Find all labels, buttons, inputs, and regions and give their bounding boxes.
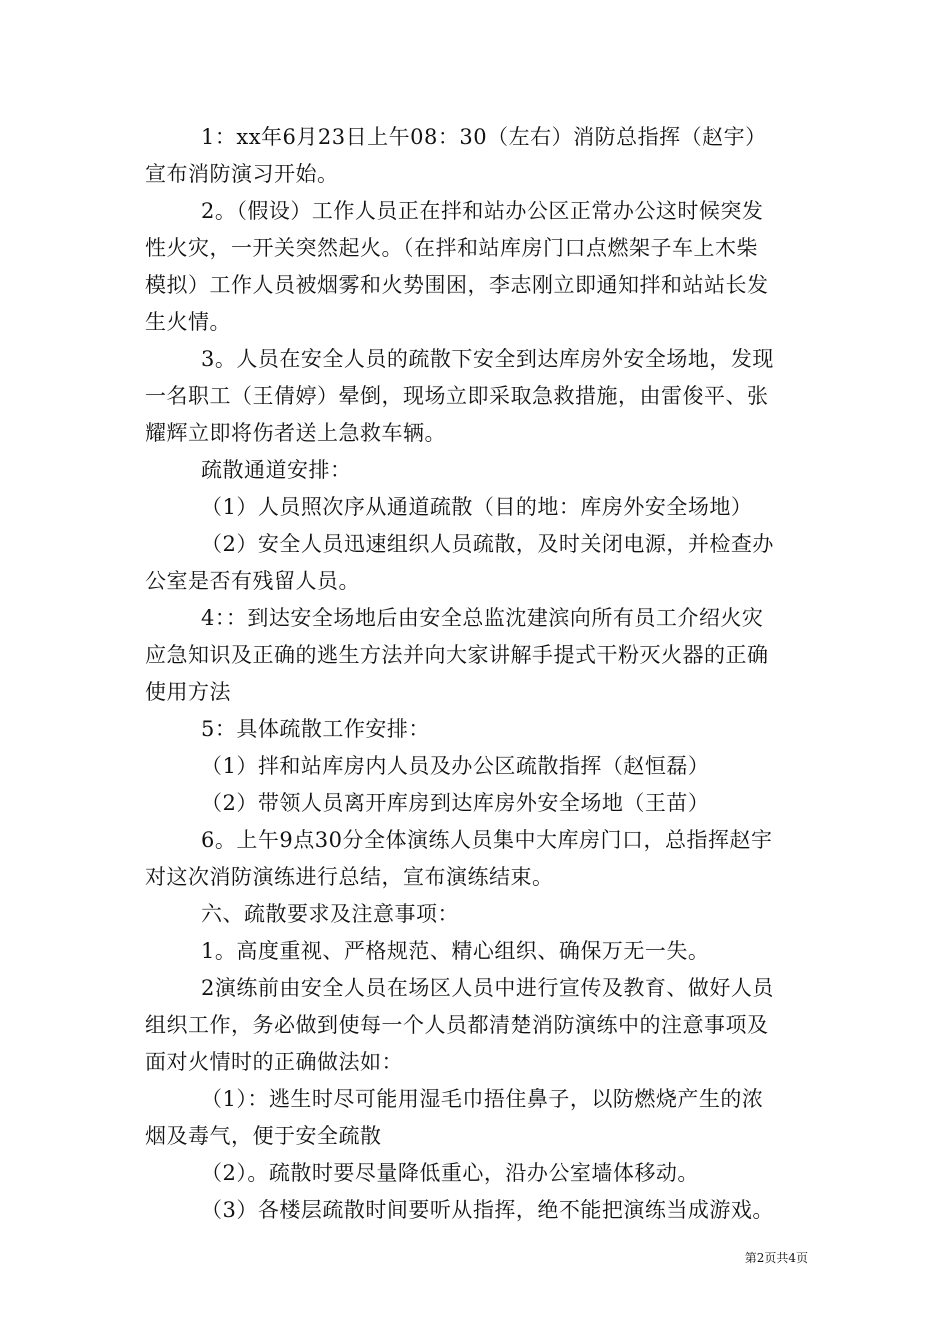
paragraph-line: （1）：逃生时尽可能用湿毛巾捂住鼻子，以防燃烧产生的浓 — [201, 1087, 764, 1111]
paragraph-line: 组织工作，务必做到使每一个人员都清楚消防演练中的注意事项及 — [145, 1013, 769, 1037]
paragraph-line: 2演练前由安全人员在场区人员中进行宣传及教育、做好人员 — [201, 976, 774, 1000]
paragraph-line: 性火灾，一开关突然起火。（在拌和站库房门口点燃架子车上木柴 — [145, 236, 758, 260]
section-heading: 疏散通道安排： — [201, 458, 352, 482]
paragraph-line: （2）带领人员离开库房到达库房外安全场地（王苗） — [201, 791, 710, 815]
paragraph-line: 3。人员在安全人员的疏散下安全到达库房外安全场地，发现 — [201, 347, 774, 371]
paragraph-line: 2。（假设）工作人员正在拌和站办公区正常办公这时候突发 — [201, 199, 764, 223]
paragraph-line: 面对火情时的正确做法如： — [145, 1050, 403, 1074]
paragraph-line: 耀辉立即将伤者送上急救车辆。 — [145, 421, 446, 445]
paragraph-line: 模拟）工作人员被烟雾和火势围困，李志刚立即通知拌和站站长发 — [145, 273, 769, 297]
paragraph-line: 1：xx年6月23日上午08：30（左右）消防总指挥（赵宇） — [201, 125, 767, 149]
paragraph-line: （2）安全人员迅速组织人员疏散，及时关闭电源，并检查办 — [201, 532, 774, 556]
paragraph-line: 一名职工（王倩婷）晕倒，现场立即采取急救措施，由雷俊平、张 — [145, 384, 769, 408]
paragraph-line: 应急知识及正确的逃生方法并向大家讲解手提式干粉灭火器的正确 — [145, 643, 769, 667]
paragraph-line: （1）拌和站库房内人员及办公区疏散指挥（赵恒磊） — [201, 754, 710, 778]
paragraph-line: 生火情。 — [145, 310, 231, 334]
paragraph-line: 1。高度重视、严格规范、精心组织、确保万无一失。 — [201, 939, 710, 963]
paragraph-line: （1）人员照次序从通道疏散（目的地：库房外安全场地） — [201, 495, 753, 519]
paragraph-line: （2）。疏散时要尽量降低重心，沿办公室墙体移动。 — [201, 1161, 699, 1185]
paragraph-line: 公室是否有残留人员。 — [145, 569, 360, 593]
paragraph-line: 4：：到达安全场地后由安全总监沈建滨向所有员工介绍火灾 — [201, 606, 764, 630]
paragraph-line: 宣布消防演习开始。 — [145, 162, 339, 186]
paragraph-line: （3）各楼层疏散时间要听从指挥，绝不能把演练当成游戏。 — [201, 1198, 774, 1222]
paragraph-line: 6。上午9点30分全体演练人员集中大库房门口，总指挥赵宇 — [201, 828, 773, 852]
section-heading: 六、疏散要求及注意事项： — [201, 902, 459, 926]
paragraph-line: 对这次消防演练进行总结，宣布演练结束。 — [145, 865, 554, 889]
section-heading: 5：具体疏散工作安排： — [201, 717, 430, 741]
paragraph-line: 使用方法 — [145, 680, 231, 704]
paragraph-line: 烟及毒气，便于安全疏散 — [145, 1124, 382, 1148]
page-number: 第2页共4页 — [744, 1251, 808, 1265]
